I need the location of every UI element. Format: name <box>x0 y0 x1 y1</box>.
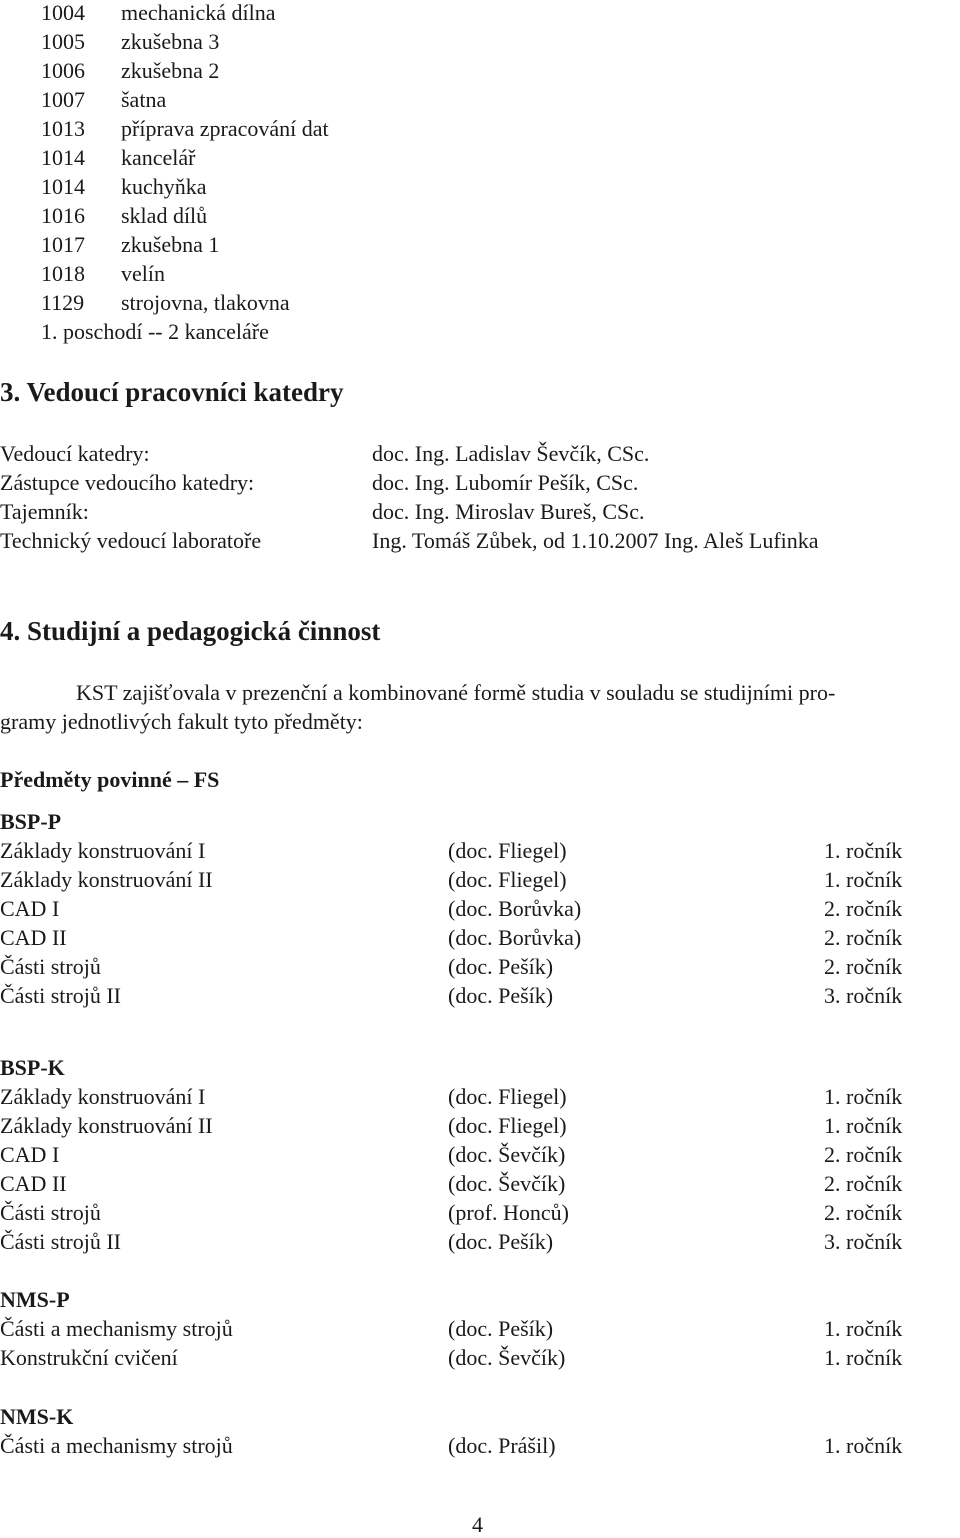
page-number: 4 <box>472 1512 483 1537</box>
subheading-povinne: Předměty povinné – FS <box>0 767 220 792</box>
course-teacher: (doc. Ševčík) <box>448 1142 566 1167</box>
course-teacher: (doc. Borůvka) <box>448 896 582 921</box>
course-name: CAD II <box>0 925 67 950</box>
room-name: příprava zpracování dat <box>121 116 329 141</box>
room-name: kuchyňka <box>121 174 207 199</box>
course-name: Základy konstruování II <box>0 867 213 892</box>
room-number: 1014 <box>41 145 85 170</box>
section-4-title: 4. Studijní a pedagogická činnost <box>0 616 381 646</box>
intro-paragraph-line1: KST zajišťovala v prezenční a kombinované formě studia v souladu se studijními pro- <box>76 680 836 705</box>
course-year: 2. ročník <box>824 1142 903 1167</box>
room-number: 1016 <box>41 203 85 228</box>
group-code: NMS-P <box>0 1287 70 1312</box>
course-year: 2. ročník <box>824 954 903 979</box>
course-year: 1. ročník <box>824 1433 903 1458</box>
room-number: 1006 <box>41 58 85 83</box>
course-year: 3. ročník <box>824 983 903 1008</box>
group-code: BSP-P <box>0 809 62 834</box>
room-number: 1007 <box>41 87 85 112</box>
floor-note: 1. poschodí -- 2 kanceláře <box>41 319 269 344</box>
course-year: 1. ročník <box>824 1316 903 1341</box>
room-number: 1014 <box>41 174 85 199</box>
room-number: 1017 <box>41 232 85 257</box>
course-name: Části a mechanismy strojů <box>0 1433 233 1458</box>
course-name: Základy konstruování I <box>0 1084 206 1109</box>
course-teacher: (doc. Fliegel) <box>448 1113 567 1138</box>
room-name: zkušebna 3 <box>121 29 220 54</box>
room-number: 1004 <box>41 0 85 25</box>
room-number: 1018 <box>41 261 85 286</box>
course-teacher: (prof. Honců) <box>448 1200 569 1225</box>
course-teacher: (doc. Pešík) <box>448 1316 554 1341</box>
room-name: strojovna, tlakovna <box>121 290 290 315</box>
course-name: Konstrukční cvičení <box>0 1345 178 1370</box>
course-name: Základy konstruování II <box>0 1113 213 1138</box>
room-name: kancelář <box>121 145 196 170</box>
course-teacher: (doc. Ševčík) <box>448 1345 566 1370</box>
role-value: doc. Ing. Lubomír Pešík, CSc. <box>372 470 639 495</box>
course-year: 2. ročník <box>824 1171 903 1196</box>
course-name: CAD I <box>0 1142 60 1167</box>
course-year: 1. ročník <box>824 1345 903 1370</box>
course-year: 3. ročník <box>824 1229 903 1254</box>
group-code: NMS-K <box>0 1404 74 1429</box>
course-year: 2. ročník <box>824 925 903 950</box>
course-teacher: (doc. Ševčík) <box>448 1171 566 1196</box>
course-name: Části strojů <box>0 1200 101 1225</box>
role-label: Tajemník: <box>0 499 89 524</box>
role-label: Vedoucí katedry: <box>0 441 150 466</box>
intro-paragraph-line2: gramy jednotlivých fakult tyto předměty: <box>0 709 363 734</box>
course-name: Části strojů II <box>0 1229 121 1254</box>
course-teacher: (doc. Pešík) <box>448 983 554 1008</box>
room-name: velín <box>121 261 165 286</box>
course-year: 2. ročník <box>824 896 903 921</box>
role-label: Technický vedoucí laboratoře <box>0 528 262 553</box>
role-value: Ing. Tomáš Zůbek, od 1.10.2007 Ing. Aleš Lufinka <box>372 528 819 553</box>
course-year: 2. ročník <box>824 1200 903 1225</box>
role-value: doc. Ing. Ladislav Ševčík, CSc. <box>372 441 650 466</box>
course-year: 1. ročník <box>824 1084 903 1109</box>
room-name: zkušebna 2 <box>121 58 220 83</box>
course-name: Části a mechanismy strojů <box>0 1316 233 1341</box>
role-value: doc. Ing. Miroslav Bureš, CSc. <box>372 499 645 524</box>
role-label: Zástupce vedoucího katedry: <box>0 470 255 495</box>
room-name: šatna <box>121 87 167 112</box>
course-name: Části strojů <box>0 954 101 979</box>
group-code: BSP-K <box>0 1055 65 1080</box>
course-year: 1. ročník <box>824 1113 903 1138</box>
course-teacher: (doc. Fliegel) <box>448 1084 567 1109</box>
room-number: 1005 <box>41 29 85 54</box>
course-name: CAD II <box>0 1171 67 1196</box>
course-year: 1. ročník <box>824 838 903 863</box>
course-name: CAD I <box>0 896 60 921</box>
course-teacher: (doc. Fliegel) <box>448 838 567 863</box>
section-3-title: 3. Vedoucí pracovníci katedry <box>0 377 344 407</box>
course-name: Základy konstruování I <box>0 838 206 863</box>
room-name: mechanická dílna <box>121 0 276 25</box>
course-teacher: (doc. Borůvka) <box>448 925 582 950</box>
course-teacher: (doc. Pešík) <box>448 954 554 979</box>
course-teacher: (doc. Fliegel) <box>448 867 567 892</box>
room-name: sklad dílů <box>121 203 208 228</box>
course-year: 1. ročník <box>824 867 903 892</box>
course-name: Části strojů II <box>0 983 121 1008</box>
course-teacher: (doc. Pešík) <box>448 1229 554 1254</box>
course-teacher: (doc. Prášil) <box>448 1433 556 1458</box>
room-number: 1129 <box>41 290 85 315</box>
room-name: zkušebna 1 <box>121 232 220 257</box>
room-number: 1013 <box>41 116 85 141</box>
